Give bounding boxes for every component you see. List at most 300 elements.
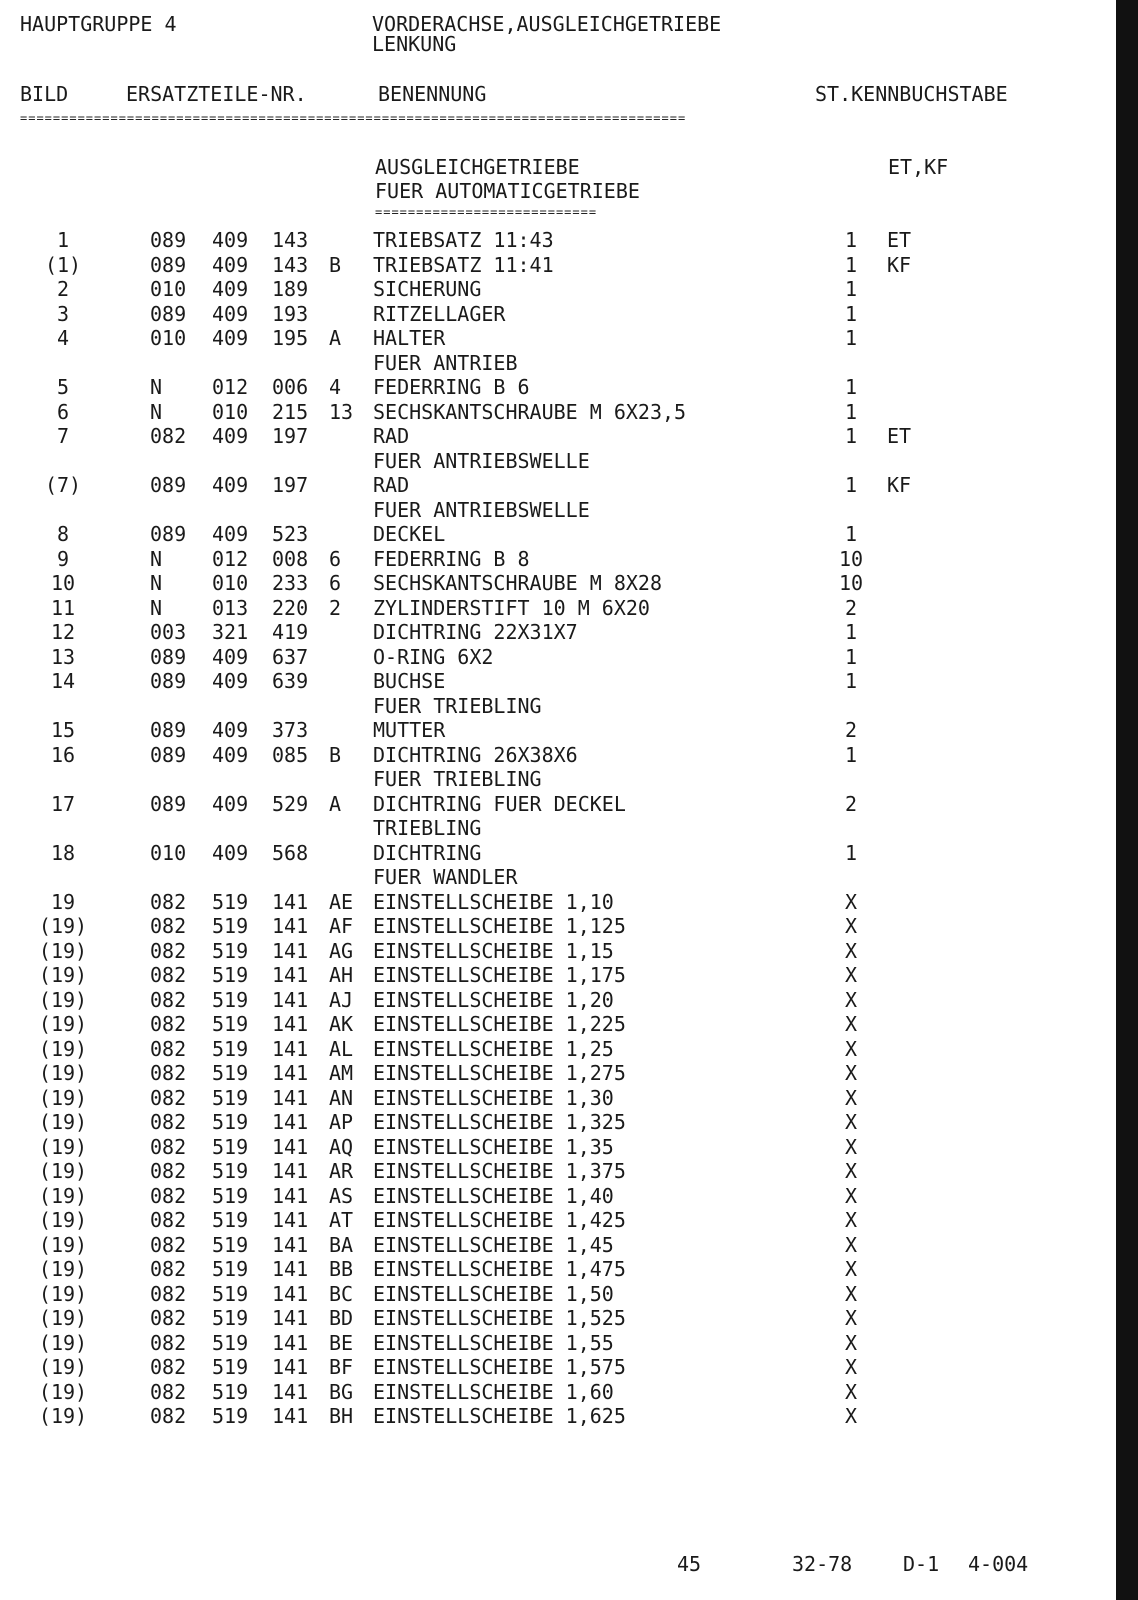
part-number-group2: 519: [212, 1134, 249, 1159]
quantity: 1: [844, 840, 858, 865]
bild-number: 8: [56, 522, 70, 546]
bild-number: 4: [56, 326, 70, 350]
part-name: BUCHSE: [373, 669, 446, 693]
quantity: 1: [844, 620, 858, 644]
part-number-group2: 409: [212, 791, 249, 816]
column-header-name: BENENNUNG: [378, 82, 487, 106]
bild-number: (19): [38, 1355, 88, 1379]
column-header-bild: BILD: [20, 82, 69, 106]
part-name: FUER ANTRIEB: [373, 350, 518, 375]
parts-row: [0, 963, 1116, 988]
part-number-group1: 089: [150, 228, 187, 252]
parts-row: [0, 1159, 1116, 1184]
part-number-group3: 529: [272, 791, 309, 816]
part-number-group3: 141: [272, 1012, 309, 1036]
part-number-suffix: 2: [329, 595, 342, 620]
part-number-group2: 321: [212, 620, 249, 644]
quantity: X: [844, 1061, 858, 1085]
bild-number: (19): [38, 1183, 88, 1208]
quantity: X: [844, 889, 858, 914]
part-number-group1: N: [150, 595, 163, 620]
part-number-group1: N: [150, 399, 163, 424]
document-ref: D-1: [903, 1552, 940, 1576]
bild-number: (19): [38, 1012, 88, 1036]
quantity: X: [844, 1159, 858, 1183]
quantity: X: [844, 1330, 858, 1355]
part-number-group3: 193: [272, 301, 309, 326]
quantity: X: [844, 1355, 858, 1379]
part-number-group2: 519: [212, 1159, 249, 1183]
bild-number: 19: [50, 889, 76, 914]
part-number-suffix: AP: [329, 1110, 354, 1134]
bild-number: (19): [38, 987, 88, 1012]
page-number: 45: [677, 1552, 702, 1576]
part-number-group2: 409: [212, 669, 249, 693]
part-number-group2: 012: [212, 375, 249, 399]
part-number-group1: 082: [150, 889, 187, 914]
section-codes: ET,KF: [888, 155, 949, 179]
group-title: HAUPTGRUPPE 4: [20, 12, 177, 36]
part-name: RAD: [373, 473, 410, 497]
part-number-suffix: A: [329, 791, 342, 816]
part-number-group3: 006: [272, 375, 309, 399]
quantity: 1: [844, 473, 858, 497]
part-number-group3: 141: [272, 987, 309, 1012]
part-number-suffix: AL: [329, 1036, 354, 1061]
part-number-group3: 568: [272, 840, 309, 865]
quantity: X: [844, 1257, 858, 1281]
parts-row: [0, 1306, 1116, 1331]
part-number-group1: 082: [150, 1134, 187, 1159]
quantity: 1: [844, 301, 858, 326]
part-number-group3: 419: [272, 620, 309, 644]
bild-number: 2: [56, 277, 70, 301]
page-edge-shadow: [1116, 0, 1138, 1600]
bild-number: 12: [50, 620, 76, 644]
part-number-group1: 082: [150, 1281, 187, 1306]
bild-number: 15: [50, 718, 76, 742]
part-number-suffix: AS: [329, 1183, 354, 1208]
part-number-suffix: AN: [329, 1085, 354, 1110]
part-number-group2: 409: [212, 522, 249, 546]
part-number-group2: 409: [212, 840, 249, 865]
parts-row: [0, 645, 1116, 670]
part-name: ZYLINDERSTIFT 10 M 6X20: [373, 595, 650, 620]
parts-row: [0, 1257, 1116, 1282]
bild-number: (19): [38, 938, 88, 963]
part-name: EINSTELLSCHEIBE 1,50: [373, 1281, 614, 1306]
parts-list: [0, 228, 1116, 1429]
parts-row: [0, 326, 1116, 351]
part-number-group1: 082: [150, 1257, 187, 1281]
part-number-suffix: AT: [329, 1208, 354, 1232]
part-number-group2: 409: [212, 301, 249, 326]
part-name: EINSTELLSCHEIBE 1,575: [373, 1355, 626, 1379]
part-number-suffix: AG: [329, 938, 354, 963]
quantity: X: [844, 1306, 858, 1330]
part-number-group2: 519: [212, 1306, 249, 1330]
parts-row: [0, 743, 1116, 768]
bild-number: (19): [38, 1257, 88, 1281]
part-number-group1: 089: [150, 473, 187, 497]
page-ref: 4-004: [968, 1552, 1029, 1576]
bild-number: (19): [38, 914, 88, 938]
part-number-suffix: BG: [329, 1379, 354, 1404]
part-name: EINSTELLSCHEIBE 1,10: [373, 889, 614, 914]
parts-row: [0, 620, 1116, 645]
bild-number: 13: [50, 644, 76, 669]
part-number-group3: 141: [272, 1085, 309, 1110]
part-number-group2: 519: [212, 1183, 249, 1208]
quantity: X: [844, 1208, 858, 1232]
part-number-group2: 519: [212, 1281, 249, 1306]
part-number-suffix: A: [329, 326, 342, 350]
parts-row: [0, 277, 1116, 302]
parts-row: [0, 253, 1116, 278]
quantity: 1: [844, 228, 858, 252]
quantity: 1: [844, 644, 858, 669]
part-number-group2: 013: [212, 595, 249, 620]
part-number-group1: N: [150, 375, 163, 399]
parts-row: [0, 302, 1116, 327]
quantity: 1: [844, 326, 858, 350]
part-number-group2: 519: [212, 1232, 249, 1257]
parts-row: [0, 914, 1116, 939]
part-number-suffix: BA: [329, 1232, 354, 1257]
part-number-group1: 089: [150, 522, 187, 546]
part-number-group2: 519: [212, 914, 249, 938]
part-number-suffix: 6: [329, 546, 342, 571]
header-separator: =================================================================================: [20, 111, 687, 125]
part-number-group3: 197: [272, 424, 309, 448]
part-number-group2: 519: [212, 1379, 249, 1404]
code-letter: KF: [887, 473, 912, 497]
part-number-suffix: B: [329, 742, 342, 767]
part-number-group1: 089: [150, 669, 187, 693]
parts-row: [0, 547, 1116, 572]
part-name: SECHSKANTSCHRAUBE M 8X28: [373, 571, 662, 595]
section-title-line1: VORDERACHSE,AUSGLEICHGETRIEBE: [372, 12, 722, 36]
part-name: FUER ANTRIEBSWELLE: [373, 497, 590, 522]
bild-number: 18: [50, 840, 76, 865]
part-number-group3: 373: [272, 718, 309, 742]
part-name: EINSTELLSCHEIBE 1,55: [373, 1330, 614, 1355]
part-number-group3: 141: [272, 1355, 309, 1379]
part-number-group1: N: [150, 571, 163, 595]
parts-row: [0, 1331, 1116, 1356]
part-number-suffix: AR: [329, 1159, 354, 1183]
bild-number: (19): [38, 1159, 88, 1183]
parts-row: [0, 375, 1116, 400]
part-name: O-RING 6X2: [373, 644, 494, 669]
part-number-group2: 519: [212, 1110, 249, 1134]
part-name: SICHERUNG: [373, 277, 482, 301]
part-name: TRIEBSATZ 11:41: [373, 252, 554, 277]
parts-row: [0, 1012, 1116, 1037]
part-name: FEDERRING B 8: [373, 546, 530, 571]
part-number-group2: 409: [212, 326, 249, 350]
part-number-group2: 409: [212, 424, 249, 448]
bild-number: 1: [56, 228, 70, 252]
code-letter: ET: [887, 228, 912, 252]
part-number-group2: 012: [212, 546, 249, 571]
part-number-group2: 409: [212, 252, 249, 277]
parts-row: [0, 424, 1116, 449]
part-number-group3: 141: [272, 1208, 309, 1232]
quantity: X: [844, 1110, 858, 1134]
part-number-group2: 519: [212, 987, 249, 1012]
part-number-group2: 519: [212, 1036, 249, 1061]
part-number-group3: 143: [272, 228, 309, 252]
bild-number: (19): [38, 1306, 88, 1330]
part-number-suffix: AQ: [329, 1134, 354, 1159]
part-number-group3: 085: [272, 742, 309, 767]
part-number-group1: 010: [150, 277, 187, 301]
bild-number: (1): [44, 252, 82, 277]
part-number-group3: 141: [272, 1110, 309, 1134]
part-number-group3: 141: [272, 1183, 309, 1208]
column-header-part-no: ERSATZTEILE-NR.: [126, 82, 307, 106]
part-number-group2: 519: [212, 1012, 249, 1036]
part-number-group1: 082: [150, 914, 187, 938]
part-name: FUER WANDLER: [373, 865, 518, 889]
part-number-group1: 082: [150, 1012, 187, 1036]
quantity: 1: [844, 669, 858, 693]
parts-row: [0, 498, 1116, 523]
part-number-group1: 089: [150, 791, 187, 816]
bild-number: 6: [56, 399, 70, 424]
bild-number: 17: [50, 791, 76, 816]
part-name: DICHTRING: [373, 840, 482, 865]
quantity: X: [844, 914, 858, 938]
parts-row: [0, 351, 1116, 376]
parts-row: [0, 1037, 1116, 1062]
part-name: TRIEBLING: [373, 816, 482, 840]
part-number-group2: 409: [212, 228, 249, 252]
part-number-group2: 519: [212, 963, 249, 987]
part-number-suffix: AF: [329, 914, 354, 938]
parts-row: [0, 1208, 1116, 1233]
bild-number: (19): [38, 1281, 88, 1306]
part-name: EINSTELLSCHEIBE 1,45: [373, 1232, 614, 1257]
part-name: FEDERRING B 6: [373, 375, 530, 399]
part-number-suffix: BE: [329, 1330, 354, 1355]
bild-number: 10: [50, 571, 76, 595]
parts-row: [0, 1355, 1116, 1380]
part-name: FUER ANTRIEBSWELLE: [373, 448, 590, 473]
quantity: 10: [838, 546, 864, 571]
part-number-suffix: BF: [329, 1355, 354, 1379]
parts-row: [0, 596, 1116, 621]
part-number-group3: 141: [272, 889, 309, 914]
code-letter: KF: [887, 252, 912, 277]
part-name: RITZELLAGER: [373, 301, 506, 326]
part-number-group1: 082: [150, 1110, 187, 1134]
parts-row: [0, 767, 1116, 792]
part-number-group1: 082: [150, 1330, 187, 1355]
part-number-group1: 082: [150, 938, 187, 963]
bild-number: 5: [56, 375, 70, 399]
part-name: DICHTRING 22X31X7: [373, 620, 578, 644]
part-number-group1: 089: [150, 742, 187, 767]
parts-row: [0, 571, 1116, 596]
part-number-group3: 233: [272, 571, 309, 595]
part-number-group3: 220: [272, 595, 309, 620]
quantity: 1: [844, 399, 858, 424]
part-number-group3: 143: [272, 252, 309, 277]
date-code: 32-78: [792, 1552, 853, 1576]
part-number-suffix: BC: [329, 1281, 354, 1306]
part-number-group2: 519: [212, 938, 249, 963]
part-number-group3: 141: [272, 1134, 309, 1159]
quantity: X: [844, 938, 858, 963]
part-number-group2: 519: [212, 1257, 249, 1281]
part-number-group1: N: [150, 546, 163, 571]
part-number-group2: 409: [212, 742, 249, 767]
part-number-group1: 082: [150, 1159, 187, 1183]
part-number-group3: 141: [272, 1379, 309, 1404]
section-title-line2: LENKUNG: [372, 32, 457, 56]
quantity: 2: [844, 791, 858, 816]
quantity: 10: [838, 571, 864, 595]
bild-number: (19): [38, 1404, 88, 1428]
parts-row: [0, 792, 1116, 817]
bild-number: (19): [38, 1134, 88, 1159]
quantity: X: [844, 1012, 858, 1036]
parts-row: [0, 1110, 1116, 1135]
bild-number: (19): [38, 1061, 88, 1085]
part-number-group1: 082: [150, 987, 187, 1012]
quantity: 1: [844, 424, 858, 448]
quantity: X: [844, 1085, 858, 1110]
part-name: EINSTELLSCHEIBE 1,60: [373, 1379, 614, 1404]
quantity: 1: [844, 742, 858, 767]
part-number-group2: 010: [212, 399, 249, 424]
part-name: EINSTELLSCHEIBE 1,625: [373, 1404, 626, 1428]
parts-row: [0, 718, 1116, 743]
part-name: RAD: [373, 424, 410, 448]
part-number-group3: 141: [272, 914, 309, 938]
parts-row: [0, 816, 1116, 841]
part-number-group3: 141: [272, 1232, 309, 1257]
bild-number: (19): [38, 1036, 88, 1061]
parts-row: [0, 1135, 1116, 1160]
part-number-suffix: 4: [329, 375, 342, 399]
part-number-group3: 215: [272, 399, 309, 424]
part-name: EINSTELLSCHEIBE 1,30: [373, 1085, 614, 1110]
part-number-group1: 082: [150, 1404, 187, 1428]
part-number-group1: 089: [150, 718, 187, 742]
part-number-group1: 082: [150, 1085, 187, 1110]
section-heading: AUSGLEICHGETRIEBE: [375, 155, 580, 179]
part-number-group3: 008: [272, 546, 309, 571]
part-number-group2: 519: [212, 1061, 249, 1085]
bild-number: (19): [38, 1232, 88, 1257]
bild-number: (19): [38, 1208, 88, 1232]
parts-row: [0, 841, 1116, 866]
part-name: FUER TRIEBLING: [373, 767, 542, 791]
parts-row: [0, 669, 1116, 694]
part-number-group1: 082: [150, 1183, 187, 1208]
part-number-group1: 082: [150, 1306, 187, 1330]
part-number-group2: 519: [212, 1355, 249, 1379]
quantity: 1: [844, 252, 858, 277]
part-number-group1: 010: [150, 326, 187, 350]
part-name: EINSTELLSCHEIBE 1,275: [373, 1061, 626, 1085]
part-number-group1: 010: [150, 840, 187, 865]
part-number-group3: 141: [272, 1159, 309, 1183]
parts-row: [0, 473, 1116, 498]
parts-row: [0, 228, 1116, 253]
column-header-qty-code: ST.KENNBUCHSTABE: [815, 82, 1008, 106]
part-number-group3: 141: [272, 1306, 309, 1330]
quantity: X: [844, 1404, 858, 1428]
part-number-group1: 082: [150, 963, 187, 987]
part-number-group2: 519: [212, 889, 249, 914]
parts-row: [0, 449, 1116, 474]
part-name: EINSTELLSCHEIBE 1,20: [373, 987, 614, 1012]
part-number-group1: 089: [150, 644, 187, 669]
part-number-group2: 409: [212, 473, 249, 497]
bild-number: 9: [56, 546, 70, 571]
parts-row: [0, 1086, 1116, 1111]
part-name: EINSTELLSCHEIBE 1,225: [373, 1012, 626, 1036]
part-number-group1: 003: [150, 620, 187, 644]
bild-number: (7): [44, 473, 82, 497]
section-underline: ===========================: [375, 205, 598, 219]
part-name: DICHTRING 26X38X6: [373, 742, 578, 767]
bild-number: 16: [50, 742, 76, 767]
part-number-group1: 089: [150, 301, 187, 326]
part-name: MUTTER: [373, 718, 446, 742]
part-number-group1: 082: [150, 1379, 187, 1404]
bild-number: 3: [56, 301, 70, 326]
part-number-group3: 189: [272, 277, 309, 301]
part-number-group3: 195: [272, 326, 309, 350]
quantity: X: [844, 1379, 858, 1404]
part-number-group2: 519: [212, 1085, 249, 1110]
part-number-suffix: BH: [329, 1404, 354, 1428]
part-number-group3: 141: [272, 1061, 309, 1085]
quantity: 2: [844, 595, 858, 620]
part-name: DECKEL: [373, 522, 446, 546]
quantity: X: [844, 1183, 858, 1208]
part-number-group2: 519: [212, 1208, 249, 1232]
quantity: X: [844, 1036, 858, 1061]
quantity: 1: [844, 277, 858, 301]
part-number-group2: 010: [212, 571, 249, 595]
part-number-group1: 082: [150, 424, 187, 448]
part-number-group1: 082: [150, 1208, 187, 1232]
parts-row: [0, 890, 1116, 915]
part-number-group3: 637: [272, 644, 309, 669]
part-name: EINSTELLSCHEIBE 1,325: [373, 1110, 626, 1134]
part-name: EINSTELLSCHEIBE 1,35: [373, 1134, 614, 1159]
part-number-group3: 141: [272, 938, 309, 963]
part-number-suffix: AK: [329, 1012, 354, 1036]
part-number-suffix: AE: [329, 889, 354, 914]
part-number-group1: 082: [150, 1061, 187, 1085]
part-number-suffix: 13: [329, 399, 354, 424]
part-name: TRIEBSATZ 11:43: [373, 228, 554, 252]
part-number-group3: 141: [272, 1281, 309, 1306]
parts-row: [0, 1184, 1116, 1209]
part-number-group2: 409: [212, 718, 249, 742]
part-number-group2: 409: [212, 277, 249, 301]
part-number-suffix: BD: [329, 1306, 354, 1330]
bild-number: (19): [38, 1330, 88, 1355]
parts-row: [0, 1380, 1116, 1405]
